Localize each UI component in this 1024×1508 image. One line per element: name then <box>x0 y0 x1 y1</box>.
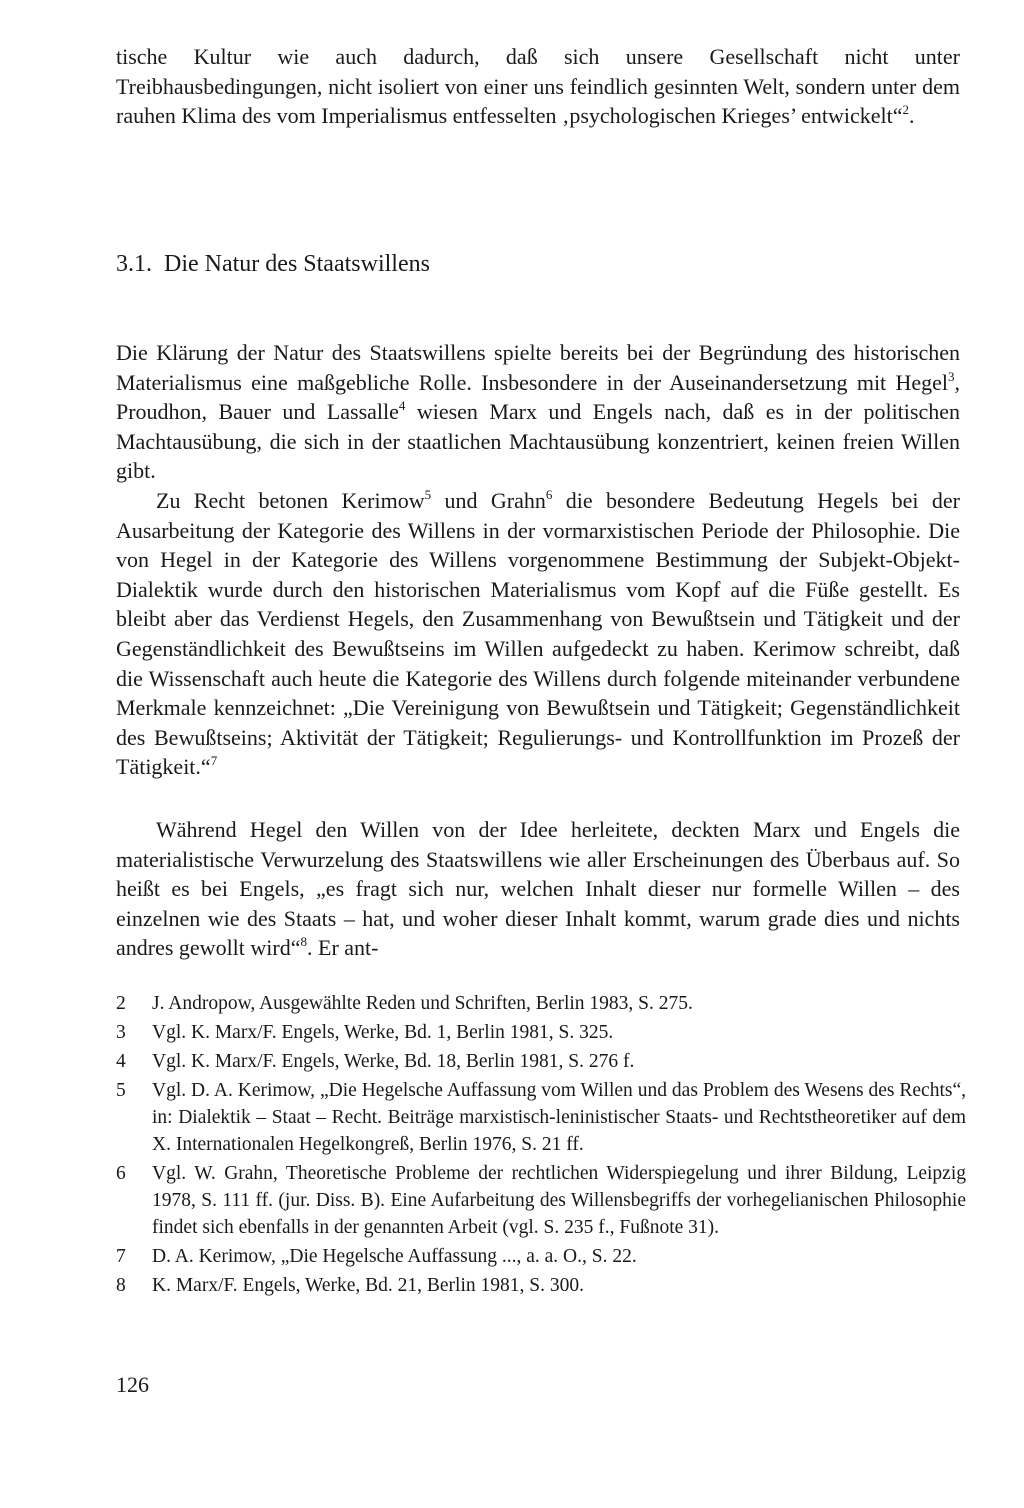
paragraph-text: und Grahn <box>431 488 546 513</box>
footnote-ref: 3 <box>948 368 955 384</box>
body-paragraph-1 <box>116 338 960 486</box>
footnote-number: 6 <box>116 1163 126 1184</box>
footnote-number: 3 <box>116 1022 126 1043</box>
footnote-text: Vgl. D. A. Kerimow, „Die Hegelsche Auffassung vom Willen und das Problem des Wesens des Rechts“, in: Dialektik – Staat – Recht. Beiträge marxistisch-leninistischer Staats- und Rechtstheoretiker auf dem X. Internationalen Hegelkongreß, Berlin 1976, S. 21 ff. <box>152 1080 966 1155</box>
footnote-text: Vgl. W. Grahn, Theoretische Probleme der rechtlichen Widerspiegelung und ihrer Bildung, Leipzig 1978, S. 111 ff. (jur. Diss. B). Eine Aufarbeitung des Willensbegriffs der vorhegelianischen Philosophie findet sich ebenfalls in der genannten Arbeit (vgl. S. 235 f., Fußnote 31). <box>152 1163 966 1238</box>
section-number: 3.1. <box>116 251 152 277</box>
paragraph-text: die besondere Bedeutung Hegels bei der Ausarbeitung der Kategorie des Willens in der vormarxistischen Periode der Philosophie. Die von Hegel in der Kategorie des Willens vorgenommene Bestimmung der Subjekt-Objekt-Dialektik wurde durch den historischen Materialismus vom Kopf auf die Füße gestellt. Es bleibt aber das Verdienst Hegels, den Zusammenhang von Bewußtsein und Tätigkeit und der Gegenständlichkeit des Bewußtseins im Willen aufgedeckt zu haben. Kerimow schreibt, daß die Wissenschaft auch heute die Kategorie des Willens durch folgende miteinander verbundene Merkmale kennzeichnet: „Die Vereinigung von Bewußtsein und Tätigkeit; Gegenständlichkeit des Bewußtseins; Aktivität der Tätigkeit; Regulierungs- und Kontrollfunktion im Prozeß der Tätigkeit.“ <box>116 488 961 780</box>
footnote-ref: 7 <box>210 753 218 769</box>
paragraph-text: Die Klärung der Natur des Staatswillens spielte bereits bei der Begründung des historischen Materialismus eine maßgebliche Rolle. Insbesondere in der Auseinandersetzung mit Hegel <box>116 340 960 395</box>
footnote-item <box>116 1019 966 1046</box>
footnote-number: 4 <box>116 1051 126 1072</box>
footnote-number: 2 <box>116 993 126 1014</box>
paragraph-text: , Proudhon, Bauer und Lassalle <box>116 369 960 425</box>
footnote-ref: 2 <box>902 102 909 118</box>
body-paragraph-3 <box>116 815 960 963</box>
paragraph-text: Zu Recht betonen Kerimow <box>156 488 425 513</box>
paragraph-text: . Er ant- <box>307 935 379 961</box>
footnote-item <box>116 1160 966 1241</box>
intro-end: . <box>908 103 915 129</box>
footnote-item <box>116 1272 966 1299</box>
footnote-number: 5 <box>116 1080 126 1101</box>
footnote-ref: 6 <box>545 487 553 502</box>
footnote-text: Vgl. K. Marx/F. Engels, Werke, Bd. 1, Berlin 1981, S. 325. <box>152 1022 614 1043</box>
footnote-text: Vgl. K. Marx/F. Engels, Werke, Bd. 18, Berlin 1981, S. 276 f. <box>152 1051 635 1072</box>
footnote-text: D. A. Kerimow, „Die Hegelsche Auffassung ..., a. a. O., S. 22. <box>152 1246 637 1267</box>
body-paragraph-2 <box>116 486 960 782</box>
paragraph-text: Während Hegel den Willen von der Idee herleitete, deckten Marx und Engels die materialistische Verwurzelung des Staatswillens wie aller Erscheinungen des Überbaus auf. So heißt es bei Engels, „es fragt sich nur, welchen Inhalt dieser nur formelle Willen – des einzelnen wie des Staats – hat, und woher dieser Inhalt kommt, warum grade dies und nichts andres gewollt wird“ <box>116 817 960 961</box>
page-number: 126 <box>116 1372 149 1397</box>
footnotes-list <box>116 990 966 1301</box>
intro-text: tische Kultur wie auch dadurch, daß sich unsere Gesellschaft nicht unter Treibhausbedingungen, nicht isoliert von einer uns feindlich gesinnten Welt, sondern unter dem rauhen Klima des vom Imperialismus entfesselten ‚psychologischen Krieges’ entwickelt“ <box>116 44 960 129</box>
footnote-number: 8 <box>116 1275 126 1296</box>
intro-paragraph <box>116 42 960 131</box>
section-title: Die Natur des Staatswillens <box>164 251 430 277</box>
footnote-ref: 8 <box>300 934 307 950</box>
footnote-text: K. Marx/F. Engels, Werke, Bd. 21, Berlin 1981, S. 300. <box>152 1275 584 1296</box>
footnote-ref: 5 <box>424 487 432 502</box>
footnote-item <box>116 1077 966 1158</box>
section-heading <box>116 248 430 280</box>
paragraph-text: wiesen Marx und Engels nach, daß es in der politischen Machtausübung, die sich in der staatlichen Machtausübung konzentriert, keinen freien Willen gibt. <box>116 399 961 484</box>
footnote-item <box>116 1243 966 1270</box>
footnote-text: J. Andropow, Ausgewählte Reden und Schriften, Berlin 1983, S. 275. <box>152 993 693 1014</box>
footnote-ref: 4 <box>398 398 406 414</box>
footnote-item <box>116 990 966 1017</box>
footnote-number: 7 <box>116 1246 126 1267</box>
footnote-item <box>116 1048 966 1075</box>
